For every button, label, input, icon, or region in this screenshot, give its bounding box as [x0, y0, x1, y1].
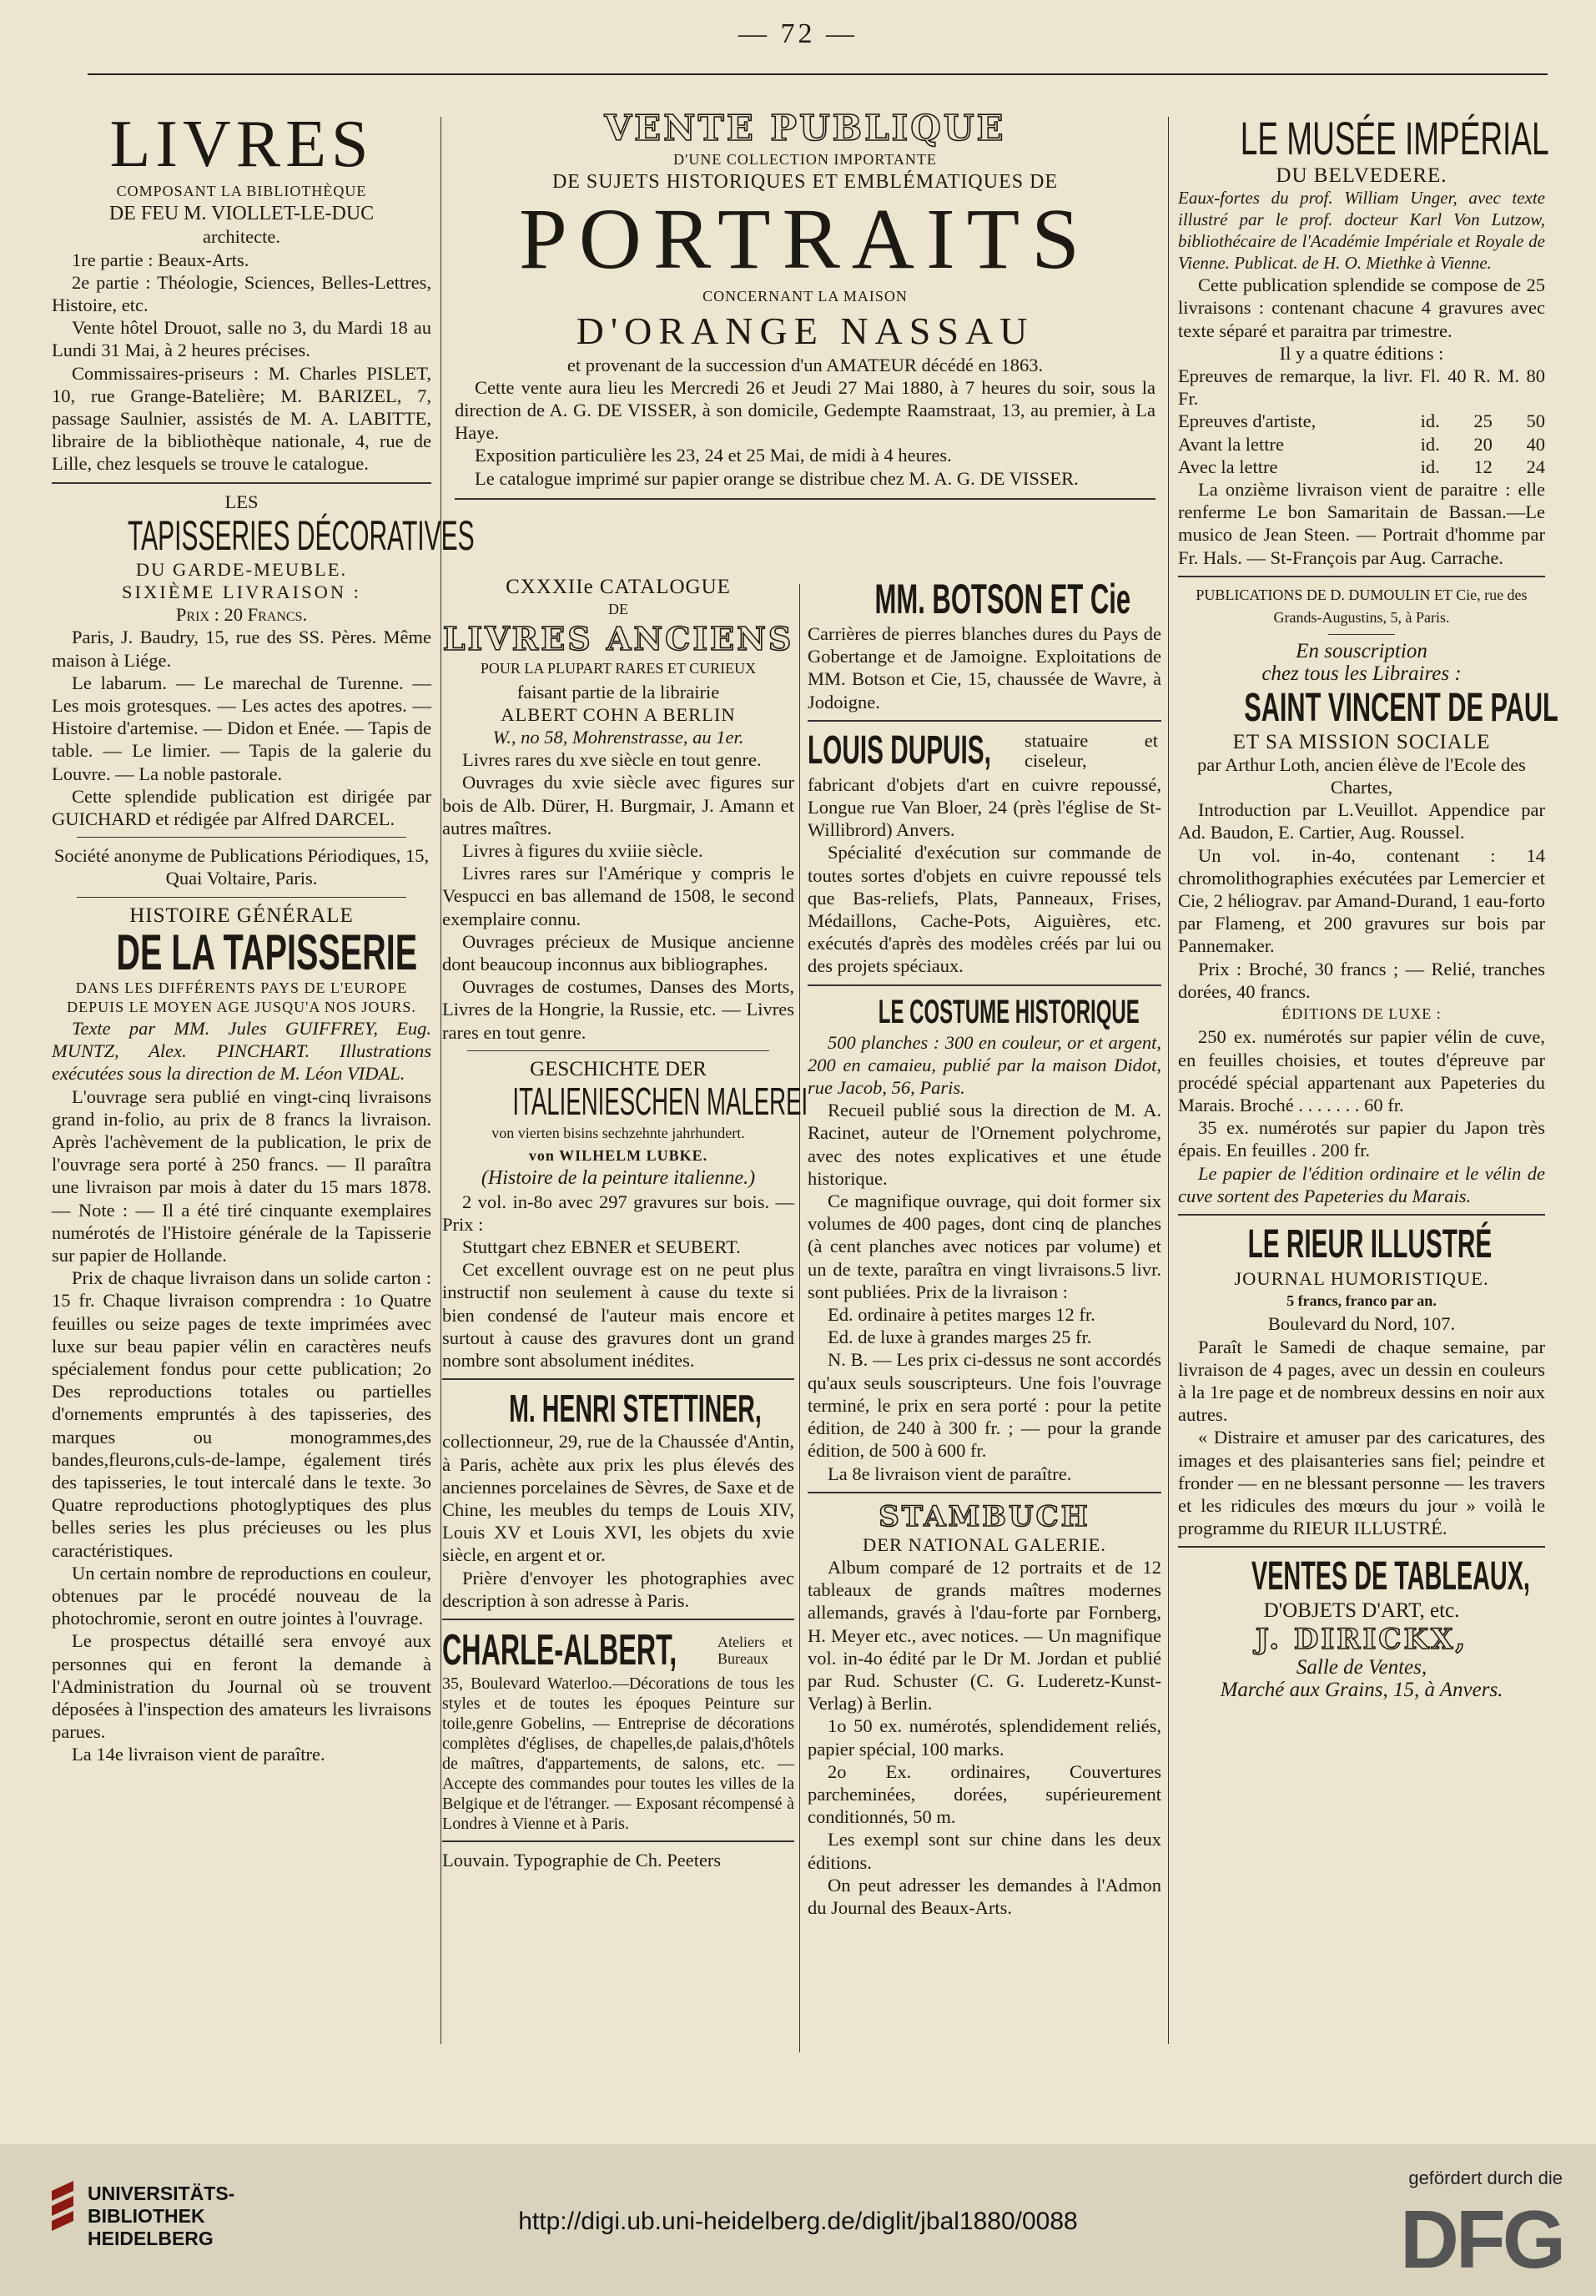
vente-portraits: PORTRAITS — [518, 191, 1092, 288]
costume-p1: 500 planches : 300 en couleur, or et argent, 200 en camaieu, publié par la maison Didot, rue Jacob, 56, Paris. — [808, 1031, 1161, 1099]
tap-sub1: DU GARDE-MEUBLE. — [135, 558, 348, 580]
livres-p3: Vente hôtel Drouot, salle no 3, du Mardi 18 au Lundi 31 Mai, à 2 heures précises. — [52, 317, 431, 361]
university-name[interactable]: UNIVERSITÄTS- BIBLIOTHEK HEIDELBERG — [88, 2183, 235, 2249]
ges-3: von vierten bisins sechzehnte jahrhundert. — [491, 1125, 745, 1142]
stambuch-p1: Album comparé de 12 portraits et de 12 tableaux de grands maîtres modernes allemands, gravés à l'dau-forte par Fornberg, H. Meyer etc., avec notices. — Un magnifique vol. in-4o édité par le Dr M. Jordan et publié par Rud. Schuster (C. G. Luderetz-Kunst-Verlag) à Berlin. — [808, 1556, 1161, 1714]
page-number: — 72 — — [738, 18, 858, 49]
stet-title: M. HENRI STETTINER, — [509, 1387, 762, 1431]
musee-p4: Epreuves de remarque, la livr. Fl. 40 R. M. 80 Fr. — [1178, 365, 1545, 410]
rieur-title: LE RIEUR ILLUSTRÉ — [1247, 1221, 1493, 1266]
cat-p4: Livres rares sur l'Amérique y compris le Vespucci en bas allemand de 1508, le second exemplaire connu. — [442, 863, 794, 929]
costume-p2: Recueil publié sous la direction de M. A. Racinet, auteur de l'Ornement polychrome, avec des notes explicatives et une étude historique. — [808, 1100, 1161, 1189]
vente-h2: D'UNE COLLECTION IMPORTANTE — [673, 151, 937, 168]
cat-l1: faisant partie de la librairie — [516, 681, 720, 702]
dupuis-title: LOUIS DUPUIS, — [808, 728, 991, 773]
stet-p2: Prière d'envoyer les photographies avec description à son adresse à Paris. — [442, 1567, 794, 1611]
svp-sub: ET SA MISSION SOCIALE — [1232, 730, 1491, 753]
cat-title: LIVRES ANCIENS — [442, 620, 794, 658]
svp-p3: Prix : Broché, 30 francs ; — Relié, tranches dorées, 40 francs. — [1178, 958, 1545, 1002]
divider — [1178, 1546, 1545, 1548]
livres-sub1: COMPOSANT LA BIBLIOTHÈQUE — [116, 183, 367, 199]
vente-p1: Cette vente aura lieu les Mercredi 26 et Jeudi 27 Mai 1880, à 7 heures du soir, sous la direction de A. G. DE VISSER, à son domicile, Gedempte Raamstraat, 13, au premier, à La Haye. — [455, 376, 1155, 444]
costume-p3: Ce magnifique ouvrage, qui doit former six volumes de 400 pages, dont cinq de planches (à cent planches avec notices par volume) et un de texte, paraîtra en vingt livraisons.5 livr. sont publiées. Prix de la livraison : — [808, 1191, 1161, 1302]
rieur-price: 5 francs, franco par an. — [1286, 1292, 1437, 1310]
funded-by-label: gefördert durch die — [1408, 2168, 1563, 2188]
vente-h3: DE SUJETS HISTORIQUES ET EMBLÉMATIQUES DE — [551, 171, 1059, 194]
costume-p6: N. B. — Les prix ci-dessus ne sont accordés qu'aux seuls souscripteurs. Une fois l'ouvrage terminé, le prix en sera porté : pour la petite édition, de 240 à 300 fr. ; — pour la grande édition, de 500 à 600 fr. — [808, 1349, 1161, 1462]
svp-luxe: ÉDITIONS DE LUXE : — [1281, 1005, 1442, 1023]
svp-by: par Arthur Loth, ancien élève de l'Ecole des Chartes, — [1197, 753, 1526, 798]
musee-p5: La onzième livraison vient de paraitre : elle renferme Le bon Samaritain de Bassan.—Le musico de Jean Steen. — Portrait d'homme par Fr. Hals. — St-François par Aug. Carrache. — [1178, 479, 1545, 568]
tap-sub2: SIXIÈME LIVRAISON : — [122, 582, 361, 603]
divider — [52, 482, 431, 484]
hist-p5: Le prospectus détaillé sera envoyé aux personnes qui en feront la demande à l'Administration du Journal où se trouvent déposées à l'inspection des amateurs les livraisons parues. — [52, 1630, 431, 1743]
costume-title: LE COSTUME HISTORIQUE — [878, 993, 1140, 1030]
divider — [808, 984, 1161, 986]
cat-sub: POUR LA PLUPART RARES ET CURIEUX — [480, 660, 757, 677]
rieur-p1: Paraît le Samedi de chaque semaine, par livraison de 4 pages, avec un dessin en couleurs à la 1re page et de nombreux dessins en noir aux autres. — [1178, 1336, 1545, 1426]
divider — [442, 1619, 794, 1620]
divider — [1178, 1214, 1545, 1216]
vente-p2: Exposition particulière les 23, 24 et 25 Mai, de midi à 4 heures. — [475, 445, 952, 466]
costume-p4: Ed. ordinaire à petites marges 12 fr. — [828, 1304, 1095, 1326]
vente-h5: CONCERNANT LA MAISON — [702, 288, 908, 305]
stambuch-p5: On peut adresser les demandes à l'Admon du Journal des Beaux-Arts. — [808, 1874, 1161, 1918]
livres-p4: Commissaires-priseurs : M. Charles PISLET, 10, rue Grange-Batelière; M. BARIZEL, 7, passage Saulnier, assistés de M. A. LABITTE, libraire de la bibliothèque nationale, 4, rue de Lille, chez lesquels se trouve le catalogue. — [52, 362, 431, 475]
divider — [77, 897, 406, 898]
costume-p5: Ed. de luxe à grandes marges 25 fr. — [828, 1327, 1092, 1348]
dupuis-side: statuaire et ciseleur, — [1025, 729, 1158, 771]
souscription-1: En souscription — [1296, 640, 1427, 663]
divider — [808, 720, 1161, 722]
cat-l3: W., no 58, Mohrenstrasse, au 1er. — [492, 727, 744, 748]
charle-albert-text: 35, Boulevard Waterloo.—Décorations de tous les styles et de toutes les époques Peinture sur toile,genre Gobelins, — Entreprise de décorations complètes d'églises, de chapelles,de palais,d'hôtels de maîtres, d'appartements, de salons, etc. — Accepte des commandes pour toutes les villes de la Belgique et de l'étranger. — Exposant récompensé à Londres à Vienne et à Paris. — [442, 1674, 794, 1833]
column-3 — [808, 576, 1161, 1919]
column-1 — [52, 108, 475, 1766]
dupuis-p1: fabricant d'objets d'art en cuivre repoussé, Longue rue Van Bloer, 24 (près l'église de St-Willibrord) Anvers. — [808, 773, 1161, 841]
dfg-logo[interactable]: DFG — [1400, 2193, 1563, 2285]
column-divider — [1168, 117, 1169, 2044]
hist-p4: Un certain nombre de reproductions en couleur, obtenues par le procédé nouveau de la photochromie, seront en outre jointes à l'ouvrage. — [52, 1562, 431, 1629]
charle-albert-title: CHARLE-ALBERT, — [442, 1625, 677, 1674]
divider — [808, 1492, 1161, 1493]
ges-p3: Cet excellent ouvrage est on ne peut plus instructif non seulement à cause du texte si bien condensé de l'auteur mais encore et surtout à cause des gravures dont un grand nombre sont absolument inédites. — [442, 1259, 794, 1372]
svp-p4: 250 ex. numérotés sur papier vélin de cuve, en feuilles choisies, et toutes d'épreuve par procédé spécial appartenant aux Papeteries du Marais. Broché . . . . . . . 60 fr. — [1178, 1026, 1545, 1115]
costume-p7: La 8e livraison vient de paraître. — [828, 1463, 1072, 1484]
ges-1: GESCHICHTE DER — [530, 1057, 707, 1080]
cat-p3: Livres à figures du xviiie siècle. — [462, 840, 703, 862]
hist-p1: Texte par MM. Jules GUIFFREY, Eug. MUNTZ, Alex. PINCHART. Illustrations exécutées sous la direction de M. Léon VIDAL. — [52, 1017, 431, 1085]
viewer-footer — [0, 2144, 1596, 2296]
stambuch-p2: 1o 50 ex. numérotés, splendidement reliés, papier spécial, 100 marks. — [808, 1715, 1161, 1760]
tap-les: LES — [224, 491, 259, 512]
divider — [77, 837, 406, 838]
cat-p2: Ouvrages du xvie siècle avec figures sur bois de Alb. Dürer, H. Burgmair, J. Amann et autres maîtres. — [442, 772, 794, 838]
printer-line: Louvain. Typographie de Ch. Peeters — [442, 1849, 722, 1871]
musee-row: Avec la lettre id. 12 24 — [1178, 456, 1545, 477]
ges-5: (Histoire de la peinture italienne.) — [481, 1167, 756, 1190]
vente-nassau: D'ORANGE NASSAU — [576, 309, 1035, 352]
cat-l2: ALBERT COHN A BERLIN — [501, 703, 736, 725]
charle-albert-side: Ateliers et Bureaux — [717, 1633, 793, 1667]
vente-p3: Le catalogue imprimé sur papier orange se distribue chez M. A. G. DE VISSER. — [475, 467, 1079, 489]
livres-p2: 2e partie : Théologie, Sciences, Belles-Lettres, Histoire, etc. — [52, 271, 431, 316]
rieur-p2: « Distraire et amuser par des caricatures, des images et des plaisanteries sans fiel; peindre et fronder — en ne blessant personne — les travers et les ridicules des mœurs du jour » voilà le programme du RIEUR ILLUSTRÉ. — [1178, 1427, 1545, 1539]
hist-p2: L'ouvrage sera publié en vingt-cinq livraisons grand in-folio, au prix de 8 francs la livraison. Après l'achèvement de la publication, le prix de l'ouvrage sera porté à 250 francs. — Il paraîtra une livraison par mois à dater du 15 mars 1878. — Note : — Il a été tiré cinquante exemplaires numérotés de l'Histoire générale de la Tapisserie sur papier de Hollande. — [52, 1085, 431, 1266]
stambuch-title: STAMBUCH — [879, 1499, 1090, 1533]
svp-p5: 35 ex. numérotés sur papier du Japon très épais. En feuilles . 200 fr. — [1178, 1117, 1545, 1161]
musee-sub: DU BELVEDERE. — [1276, 164, 1447, 187]
stet-p1: collectionneur, 29, rue de la Chaussée d'Antin, à Paris, achète aux prix les plus élevés des anciennes porcelaines de Sèvres, de Saxe et de Chine, les meubles du temps de Louis XIV, Louis XV et Louis XVI, les objets du xvie siècle, en argent et or. — [442, 1431, 794, 1566]
tap-title: TAPISSERIES DÉCORATIVES — [128, 511, 475, 559]
vente-h7: et provenant de la succession d'un AMATEUR décédé en 1863. — [566, 354, 1044, 375]
column-2 — [442, 576, 808, 1871]
publications-line: PUBLICATIONS DE D. DUMOULIN ET Cie, rue des Grands-Augustins, 5, à Paris. — [1196, 586, 1528, 627]
soc-text: Société anonyme de Publications Périodiques, 15, Quai Voltaire, Paris. — [53, 845, 430, 889]
musee-p2: Cette publication splendide se compose de 25 livraisons : contenant chacune 4 gravures avec texte séparé et paraitra par trimestre. — [1178, 274, 1545, 341]
musee-row: Epreuves d'artiste, id. 25 50 — [1178, 410, 1545, 432]
livres-sub3: architecte. — [202, 226, 281, 248]
cat-p5: Ouvrages précieux de Musique ancienne dont beaucoup inconnus aux bibliographes. — [442, 930, 794, 975]
rieur-sub: JOURNAL HUMORISTIQUE. — [1234, 1267, 1489, 1289]
tap-p2: Le labarum. — Le marechal de Turenne. — Les mois grotesques. — Les actes des apotres. — Histoire d'artemise. — Didon et Enée. — Tapis de table. — Le limier. — Tapis de la galerie du Louvre. — La noble pastorale. — [52, 672, 431, 784]
hist-p3: Prix de chaque livraison dans un solide carton : 15 fr. Chaque livraison comprendra : 1o Quatre feuilles ou seize pages de texte imprimées avec luxe sur beau papier vélin en caractères neufs spécialement fondus pour cette publication; 2o Des reproductions totales ou partielles d'ornements empruntés à des tapisseries, des marques ou monogrammes,des bandes,fleurons,culs-de-lampe, également tirés des tapisseries, le tout intercalé dans le texte. 3o Quatre reproductions photoglyptiques des plus belles series les plus précieuses ou les plus caractéristiques. — [52, 1267, 431, 1561]
divider — [455, 498, 1155, 500]
cat-p1: Livres rares du xve siècle en tout genre. — [462, 749, 762, 771]
ventes-l1: Salle de Ventes, — [1296, 1655, 1427, 1679]
hist-title: HISTOIRE GÉNÉRALE — [129, 904, 354, 927]
botson-title: MM. BOTSON ET Cie — [874, 576, 1131, 622]
divider — [442, 1840, 794, 1842]
musee-row: Avant la lettre id. 20 40 — [1178, 433, 1545, 455]
ges-p2: Stuttgart chez EBNER et SEUBERT. — [462, 1236, 741, 1258]
divider — [467, 1050, 769, 1051]
cat-de: DE — [608, 601, 628, 618]
tap-p3: Cette splendide publication est dirigée par GUICHARD et rédigée par Alfred DARCEL. — [52, 785, 431, 830]
ges-2: ITALIENIESCHEN MALEREI — [512, 1080, 808, 1124]
musee-title: LE MUSÉE IMPÉRIAL — [1240, 112, 1549, 164]
vente-h1: VENTE PUBLIQUE — [604, 108, 1006, 149]
ventes-name: J. DIRICKX, — [1255, 1622, 1468, 1656]
ventes-sub: D'OBJETS D'ART, etc. — [1263, 1599, 1460, 1623]
cat-p6: Ouvrages de costumes, Danses des Morts, Livres de la Hongrie, la Russie, etc. — Livres rares en tout genre. — [442, 976, 794, 1043]
svp-p2: Un vol. in-4o, contenant : 14 chromolithographies exécutées par Lemercier et Cie, 2 héliograv. par Amand-Durand, 1 eau-forto par Flameng, et 200 gravures sur bois par Pannemaker. — [1178, 844, 1545, 957]
vente-publique-ad — [455, 108, 1155, 506]
permalink-url[interactable]: http://digi.ub.uni-heidelberg.de/diglit/jbal1880/0088 — [518, 2208, 1078, 2235]
svp-p1: Introduction par L.Veuillot. Appendice par Ad. Baudon, E. Cartier, Aug. Roussel. — [1178, 799, 1545, 843]
livres-p1: 1re partie : Beaux-Arts. — [72, 249, 249, 270]
hist-sub: DANS LES DIFFÉRENTS PAYS DE L'EUROPE DEPUIS LE MOYEN AGE JUSQU'A NOS JOURS. — [67, 979, 416, 1015]
musee-p1: Eaux-fortes du prof. William Unger, avec texte illustré par le prof. docteur Karl Von Lutzow, bibliothécaire de l'Académie Impériale et Royale de Vienne. Publicat. de H. O. Miethke à Vienne. — [1178, 188, 1545, 274]
souscription-2: chez tous les Libraires : — [1261, 662, 1462, 686]
divider — [1328, 634, 1395, 635]
livres-title: LIVRES — [109, 108, 374, 181]
ges-p1: 2 vol. in-8o avec 297 gravures sur bois. — Prix : — [442, 1191, 794, 1235]
stambuch-p4: Les exempl sont sur chine dans les deux éditions. — [808, 1829, 1161, 1873]
stambuch-sub: DER NATIONAL GALERIE. — [863, 1533, 1106, 1555]
hist-big: DE LA TAPISSERIE — [116, 924, 418, 980]
dupuis-p2: Spécialité d'exécution sur commande de toutes sortes d'objets en cuivre repoussé tels que Bas-reliefs, Plats, Panneaux, Frises, Médaillons, Cache-Pots, Aiguières, etc. exécutés d'après des modèles créés par lui ou des projets spéciaux. — [808, 842, 1161, 977]
top-rule — [88, 73, 1548, 75]
divider — [442, 1378, 794, 1380]
ventes-l2: Marché aux Grains, 15, à Anvers. — [1220, 1678, 1503, 1701]
svp-p6: Le papier de l'édition ordinaire et le vélin de cuve sortent des Papeteries du Marais. — [1178, 1162, 1545, 1206]
musee-p3: Il y a quatre éditions : — [1279, 342, 1444, 364]
tap-p1: Paris, J. Baudry, 15, rue des SS. Pères. Même maison à Liége. — [52, 627, 431, 671]
livres-sub2: DE FEU M. VIOLLET-LE-DUC — [108, 203, 375, 225]
column-4 — [1178, 112, 1558, 1701]
botson-text: Carrières de pierres blanches dures du Pays de Gobertange et de Jamoigne. Exploitations de MM. Botson et Cie, 15, chaussée de Wavre, à Jodoigne. — [808, 623, 1161, 712]
svp-title: SAINT VINCENT DE PAUL — [1244, 685, 1558, 730]
stambuch-p3: 2o Ex. ordinaires, Couvertures parcheminées, dorées, supérieurement conditionnés, 50 m. — [808, 1760, 1161, 1828]
ventes-title: VENTES DE TABLEAUX, — [1251, 1554, 1530, 1599]
hist-p6: La 14e livraison vient de paraître. — [72, 1744, 325, 1765]
ges-4: von WILHELM LUBKE. — [528, 1147, 708, 1165]
rieur-addr: Boulevard du Nord, 107. — [1267, 1313, 1456, 1335]
divider — [1178, 576, 1545, 577]
cat-no: CXXXIIe CATALOGUE — [506, 576, 731, 598]
column-divider — [799, 584, 800, 2052]
tap-price: Prix : 20 Francs. — [175, 604, 308, 626]
